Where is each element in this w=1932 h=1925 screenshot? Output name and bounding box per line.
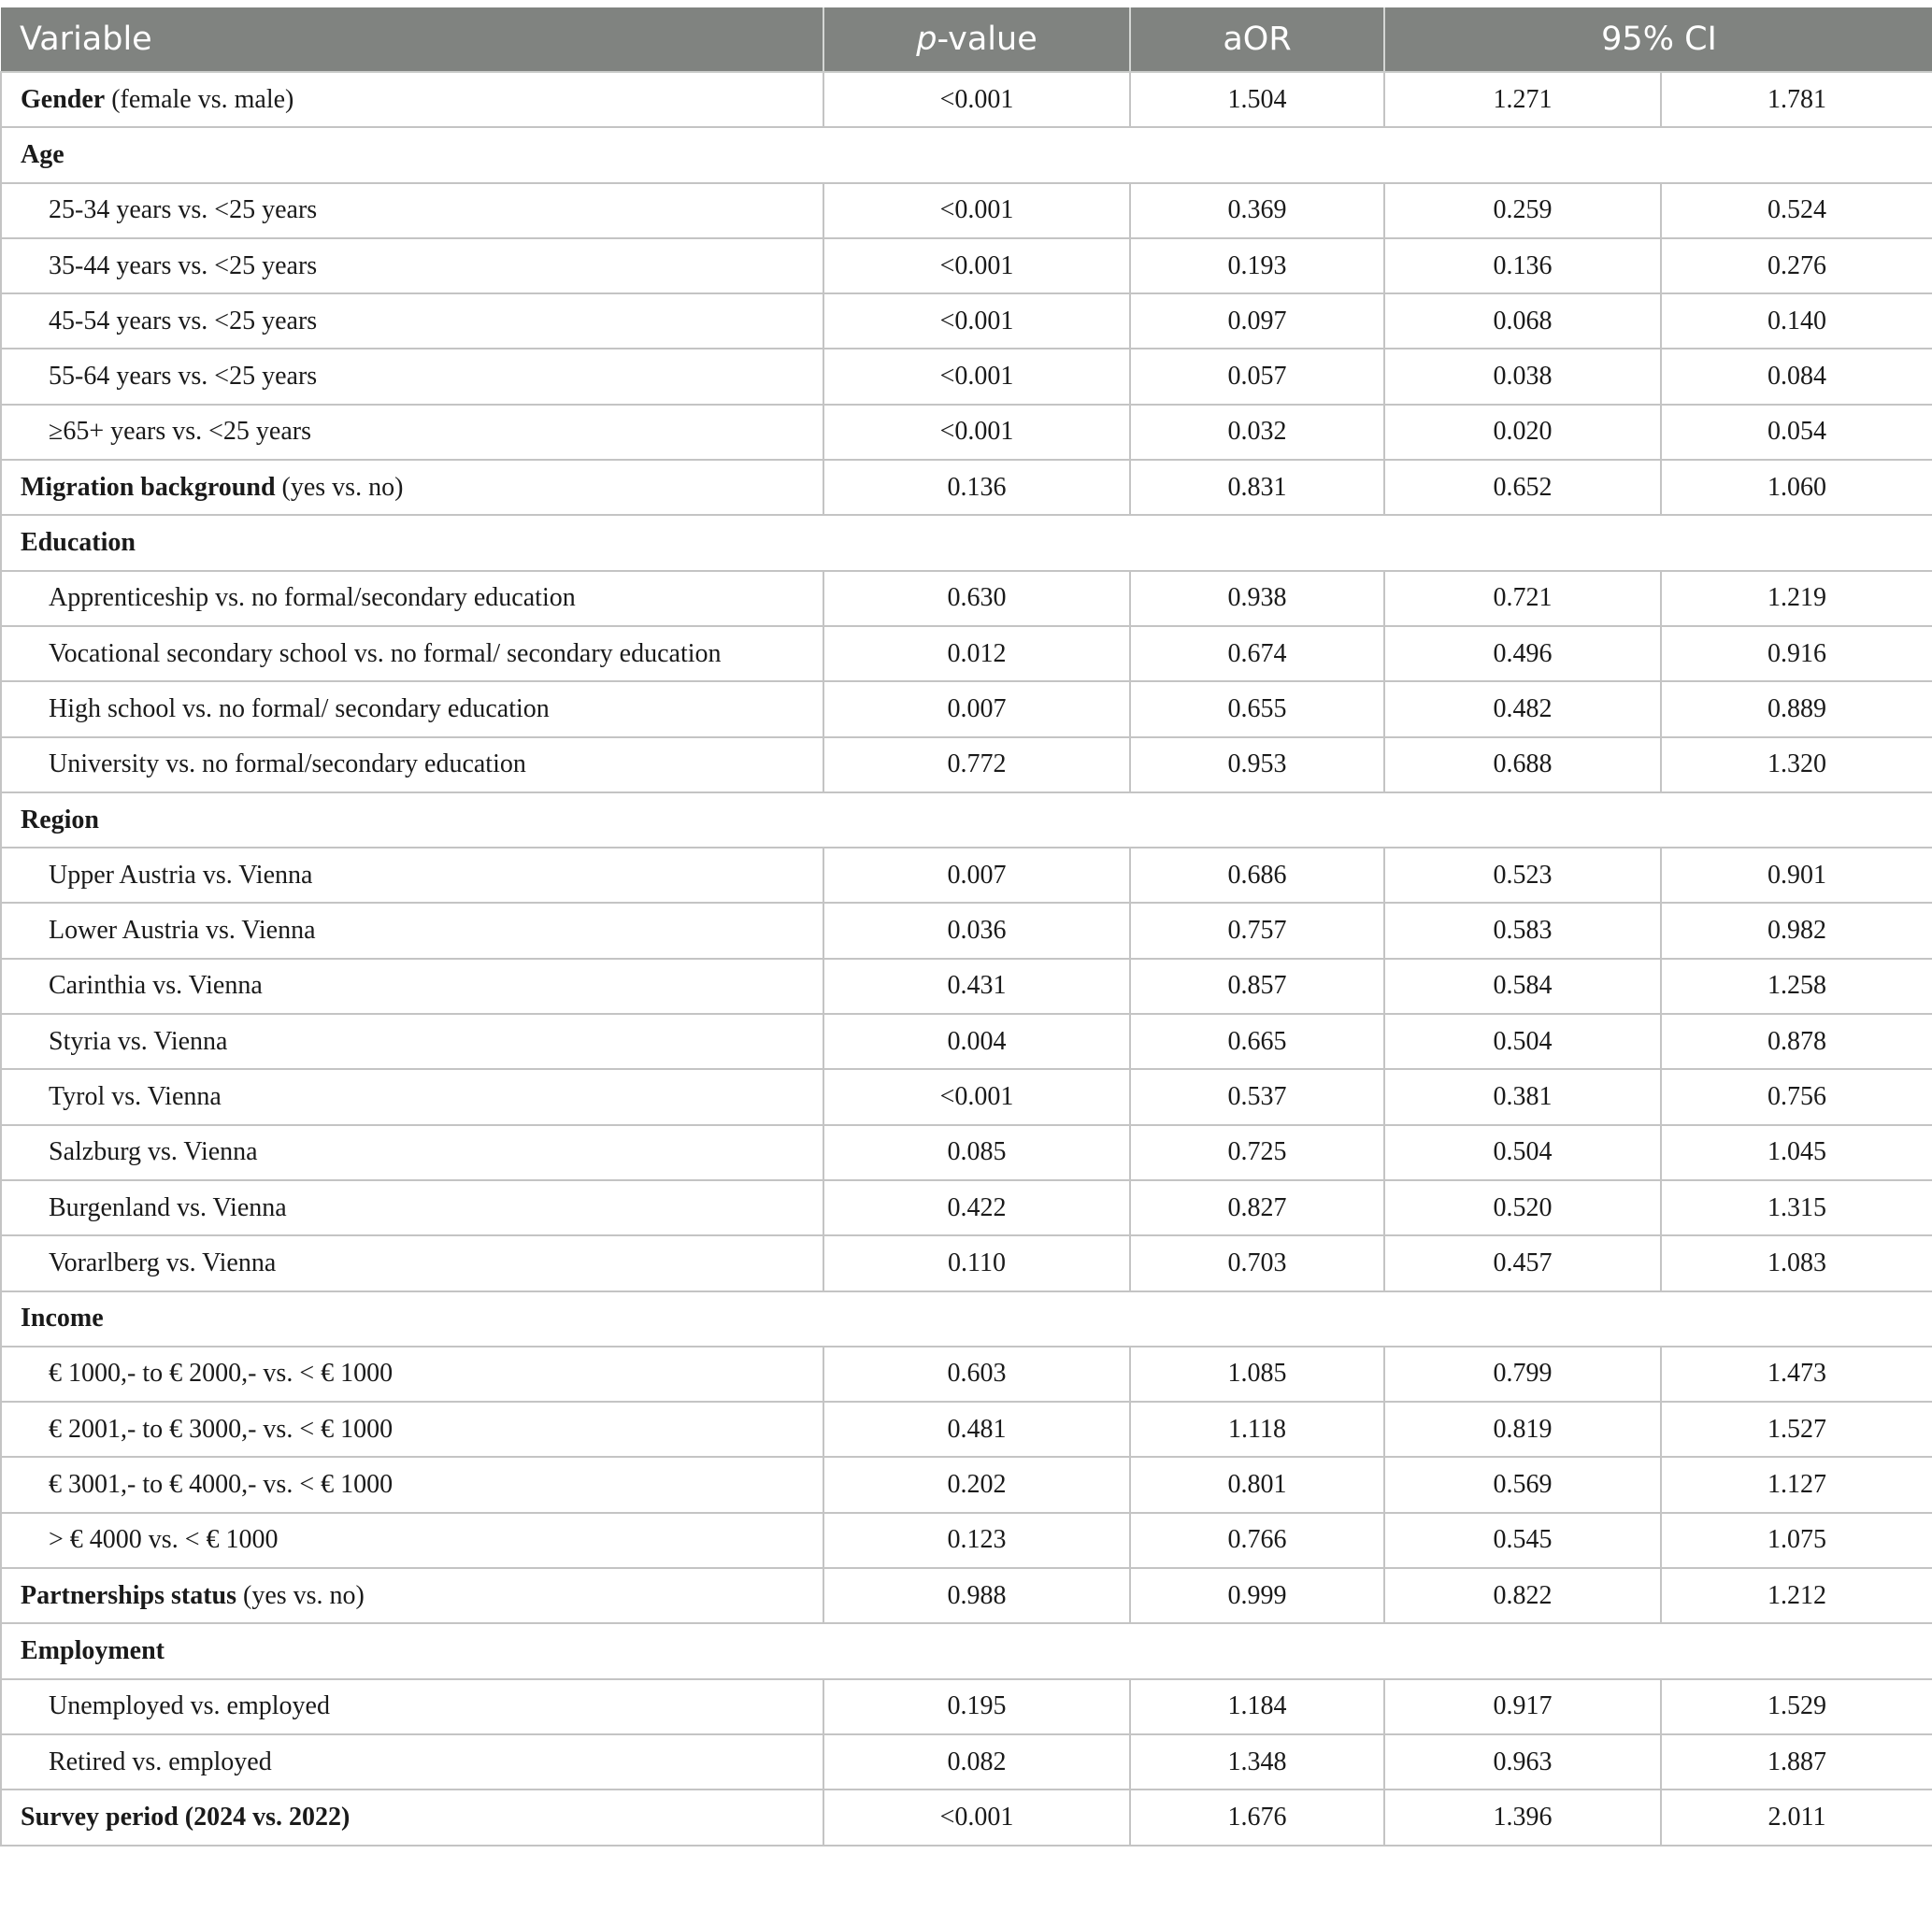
ci-upper-cell: 1.315: [1661, 1180, 1932, 1235]
table-row: [1, 1014, 1932, 1069]
row-label: [1, 1291, 1932, 1347]
table-row: [1, 1347, 1932, 1402]
ci-lower-cell: 0.020: [1384, 405, 1661, 460]
ci-lower-cell: 0.688: [1384, 737, 1661, 792]
table-row: [1, 571, 1932, 626]
ci-lower-cell: 0.136: [1384, 238, 1661, 293]
header-variable: Variable: [1, 7, 823, 72]
p-value-cell: 0.202: [823, 1457, 1130, 1512]
ci-lower-cell: 0.482: [1384, 681, 1661, 736]
p-value-cell: 0.004: [823, 1014, 1130, 1069]
ci-lower-cell: 0.523: [1384, 848, 1661, 903]
p-value-cell: <0.001: [823, 349, 1130, 404]
p-value-cell: 0.603: [823, 1347, 1130, 1402]
section-row: [1, 1291, 1932, 1347]
row-label-bold: Gender: [21, 84, 106, 114]
row-label-bold: Education: [21, 528, 136, 558]
ci-upper-cell: 1.219: [1661, 571, 1932, 626]
ci-lower-cell: 0.496: [1384, 626, 1661, 681]
aor-cell: 0.757: [1130, 903, 1384, 958]
aor-cell: 1.085: [1130, 1347, 1384, 1402]
ci-upper-cell: 0.054: [1661, 405, 1932, 460]
table-row: [1, 1679, 1932, 1734]
row-label: Retired vs. employed: [1, 1734, 823, 1790]
aor-cell: 0.831: [1130, 460, 1384, 515]
aor-cell: 0.665: [1130, 1014, 1384, 1069]
row-label: € 3001,- to € 4000,- vs. < € 1000: [1, 1457, 823, 1512]
row-label: Carinthia vs. Vienna: [1, 959, 823, 1014]
ci-lower-cell: 0.457: [1384, 1235, 1661, 1290]
ci-upper-cell: 1.045: [1661, 1125, 1932, 1180]
p-value-cell: <0.001: [823, 405, 1130, 460]
aor-cell: 1.184: [1130, 1679, 1384, 1734]
results-table: [0, 7, 1932, 1847]
p-value-cell: <0.001: [823, 238, 1130, 293]
section-row: [1, 515, 1932, 570]
ci-upper-cell: 1.060: [1661, 460, 1932, 515]
header-row: [1, 7, 1932, 72]
row-label: Salzburg vs. Vienna: [1, 1125, 823, 1180]
table-row: [1, 1568, 1932, 1623]
ci-lower-cell: 0.963: [1384, 1734, 1661, 1790]
aor-cell: 0.097: [1130, 293, 1384, 349]
ci-upper-cell: 1.887: [1661, 1734, 1932, 1790]
p-value-cell: 0.772: [823, 737, 1130, 792]
ci-lower-cell: 0.819: [1384, 1402, 1661, 1457]
table-row: [1, 460, 1932, 515]
section-row: [1, 127, 1932, 182]
p-value-cell: <0.001: [823, 1069, 1130, 1124]
ci-lower-cell: 0.381: [1384, 1069, 1661, 1124]
aor-cell: 0.655: [1130, 681, 1384, 736]
row-label-bold: Survey period (2024 vs. 2022): [21, 1802, 351, 1832]
aor-cell: 0.725: [1130, 1125, 1384, 1180]
p-value-cell: 0.422: [823, 1180, 1130, 1235]
row-label: High school vs. no formal/ secondary education: [1, 681, 823, 736]
ci-upper-cell: 1.075: [1661, 1513, 1932, 1568]
table-row: [1, 848, 1932, 903]
p-value-cell: 0.007: [823, 681, 1130, 736]
row-label-detail: (yes vs. no): [275, 472, 404, 502]
ci-lower-cell: 1.271: [1384, 72, 1661, 127]
p-value-cell: 0.082: [823, 1734, 1130, 1790]
row-label: Styria vs. Vienna: [1, 1014, 823, 1069]
ci-lower-cell: 0.583: [1384, 903, 1661, 958]
row-label-bold: Migration background: [21, 472, 276, 502]
ci-lower-cell: 0.504: [1384, 1014, 1661, 1069]
row-label-bold: Region: [21, 805, 99, 834]
table-row: [1, 1790, 1932, 1845]
aor-cell: 0.686: [1130, 848, 1384, 903]
table-row: [1, 1457, 1932, 1512]
row-label: [1, 72, 823, 127]
aor-cell: 0.801: [1130, 1457, 1384, 1512]
row-label: [1, 127, 1932, 182]
ci-upper-cell: 1.781: [1661, 72, 1932, 127]
table-body: [1, 72, 1932, 1846]
aor-cell: 0.674: [1130, 626, 1384, 681]
aor-cell: 0.057: [1130, 349, 1384, 404]
aor-cell: 1.676: [1130, 1790, 1384, 1845]
row-label-bold: Partnerships status: [21, 1580, 237, 1610]
section-row: [1, 1623, 1932, 1678]
p-value-cell: <0.001: [823, 183, 1130, 238]
ci-upper-cell: 2.011: [1661, 1790, 1932, 1845]
row-label: Unemployed vs. employed: [1, 1679, 823, 1734]
ci-upper-cell: 0.524: [1661, 183, 1932, 238]
section-row: [1, 792, 1932, 848]
ci-lower-cell: 0.038: [1384, 349, 1661, 404]
row-label-detail: (yes vs. no): [236, 1580, 365, 1610]
aor-cell: 1.118: [1130, 1402, 1384, 1457]
p-value-cell: 0.136: [823, 460, 1130, 515]
row-label: > € 4000 vs. < € 1000: [1, 1513, 823, 1568]
p-value-cell: 0.431: [823, 959, 1130, 1014]
ci-lower-cell: 0.504: [1384, 1125, 1661, 1180]
ci-upper-cell: 1.529: [1661, 1679, 1932, 1734]
ci-lower-cell: 1.396: [1384, 1790, 1661, 1845]
aor-cell: 0.703: [1130, 1235, 1384, 1290]
ci-upper-cell: 0.140: [1661, 293, 1932, 349]
ci-lower-cell: 0.917: [1384, 1679, 1661, 1734]
ci-upper-cell: 0.901: [1661, 848, 1932, 903]
row-label: 35-44 years vs. <25 years: [1, 238, 823, 293]
row-label-bold: Employment: [21, 1635, 165, 1665]
ci-upper-cell: 1.320: [1661, 737, 1932, 792]
row-label: € 2001,- to € 3000,- vs. < € 1000: [1, 1402, 823, 1457]
header-aor: aOR: [1130, 7, 1384, 72]
aor-cell: 1.504: [1130, 72, 1384, 127]
ci-upper-cell: 1.527: [1661, 1402, 1932, 1457]
row-label: [1, 792, 1932, 848]
p-value-cell: <0.001: [823, 72, 1130, 127]
p-value-cell: 0.110: [823, 1235, 1130, 1290]
aor-cell: 1.348: [1130, 1734, 1384, 1790]
table-row: [1, 293, 1932, 349]
row-label: Apprenticeship vs. no formal/secondary education: [1, 571, 823, 626]
ci-upper-cell: 0.084: [1661, 349, 1932, 404]
row-label: Vocational secondary school vs. no formal/ secondary education: [1, 626, 823, 681]
p-value-cell: <0.001: [823, 293, 1130, 349]
table-row: [1, 1235, 1932, 1290]
table-row: [1, 1069, 1932, 1124]
table-row: [1, 1180, 1932, 1235]
table-row: [1, 1734, 1932, 1790]
header-p-suffix: -value: [937, 21, 1038, 58]
table-row: [1, 183, 1932, 238]
row-label: [1, 1623, 1932, 1678]
aor-cell: 0.537: [1130, 1069, 1384, 1124]
ci-lower-cell: 0.068: [1384, 293, 1661, 349]
p-value-cell: 0.007: [823, 848, 1130, 903]
table-row: [1, 681, 1932, 736]
p-value-cell: 0.123: [823, 1513, 1130, 1568]
aor-cell: 0.827: [1130, 1180, 1384, 1235]
ci-upper-cell: 0.756: [1661, 1069, 1932, 1124]
aor-cell: 0.857: [1130, 959, 1384, 1014]
row-label: University vs. no formal/secondary education: [1, 737, 823, 792]
row-label: Upper Austria vs. Vienna: [1, 848, 823, 903]
ci-upper-cell: 1.212: [1661, 1568, 1932, 1623]
row-label: [1, 460, 823, 515]
ci-upper-cell: 1.083: [1661, 1235, 1932, 1290]
table-header: [1, 7, 1932, 72]
aor-cell: 0.369: [1130, 183, 1384, 238]
aor-cell: 0.938: [1130, 571, 1384, 626]
ci-upper-cell: 0.916: [1661, 626, 1932, 681]
p-value-cell: 0.085: [823, 1125, 1130, 1180]
row-label-detail: (female vs. male): [105, 84, 294, 114]
table-row: [1, 1513, 1932, 1568]
row-label: [1, 515, 1932, 570]
header-p-italic: p: [916, 21, 937, 58]
p-value-cell: 0.195: [823, 1679, 1130, 1734]
ci-lower-cell: 0.721: [1384, 571, 1661, 626]
aor-cell: 0.766: [1130, 1513, 1384, 1568]
p-value-cell: 0.012: [823, 626, 1130, 681]
table-row: [1, 959, 1932, 1014]
table-row: [1, 1402, 1932, 1457]
header-95-ci: 95% CI: [1384, 7, 1932, 72]
ci-upper-cell: 0.878: [1661, 1014, 1932, 1069]
p-value-cell: 0.630: [823, 571, 1130, 626]
p-value-cell: <0.001: [823, 1790, 1130, 1845]
row-label: 25-34 years vs. <25 years: [1, 183, 823, 238]
ci-upper-cell: 1.258: [1661, 959, 1932, 1014]
table-row: [1, 72, 1932, 127]
table-row: [1, 1125, 1932, 1180]
row-label: € 1000,- to € 2000,- vs. < € 1000: [1, 1347, 823, 1402]
row-label: Vorarlberg vs. Vienna: [1, 1235, 823, 1290]
ci-lower-cell: 0.569: [1384, 1457, 1661, 1512]
ci-lower-cell: 0.545: [1384, 1513, 1661, 1568]
aor-cell: 0.953: [1130, 737, 1384, 792]
p-value-cell: 0.988: [823, 1568, 1130, 1623]
table-row: [1, 405, 1932, 460]
header-p-value: [823, 7, 1130, 72]
ci-lower-cell: 0.799: [1384, 1347, 1661, 1402]
table-row: [1, 349, 1932, 404]
row-label: ≥65+ years vs. <25 years: [1, 405, 823, 460]
p-value-cell: 0.481: [823, 1402, 1130, 1457]
table-row: [1, 626, 1932, 681]
ci-lower-cell: 0.584: [1384, 959, 1661, 1014]
ci-upper-cell: 1.473: [1661, 1347, 1932, 1402]
table-row: [1, 903, 1932, 958]
ci-upper-cell: 1.127: [1661, 1457, 1932, 1512]
ci-upper-cell: 0.276: [1661, 238, 1932, 293]
ci-lower-cell: 0.822: [1384, 1568, 1661, 1623]
row-label: Burgenland vs. Vienna: [1, 1180, 823, 1235]
row-label: [1, 1568, 823, 1623]
p-value-cell: 0.036: [823, 903, 1130, 958]
ci-lower-cell: 0.259: [1384, 183, 1661, 238]
ci-upper-cell: 0.889: [1661, 681, 1932, 736]
aor-cell: 0.193: [1130, 238, 1384, 293]
table-row: [1, 238, 1932, 293]
aor-cell: 0.999: [1130, 1568, 1384, 1623]
table-row: [1, 737, 1932, 792]
row-label: Tyrol vs. Vienna: [1, 1069, 823, 1124]
ci-lower-cell: 0.652: [1384, 460, 1661, 515]
row-label-bold: Income: [21, 1304, 104, 1333]
ci-lower-cell: 0.520: [1384, 1180, 1661, 1235]
row-label: [1, 1790, 823, 1845]
row-label: Lower Austria vs. Vienna: [1, 903, 823, 958]
row-label: 55-64 years vs. <25 years: [1, 349, 823, 404]
row-label: 45-54 years vs. <25 years: [1, 293, 823, 349]
row-label-bold: Age: [21, 139, 64, 169]
aor-cell: 0.032: [1130, 405, 1384, 460]
ci-upper-cell: 0.982: [1661, 903, 1932, 958]
